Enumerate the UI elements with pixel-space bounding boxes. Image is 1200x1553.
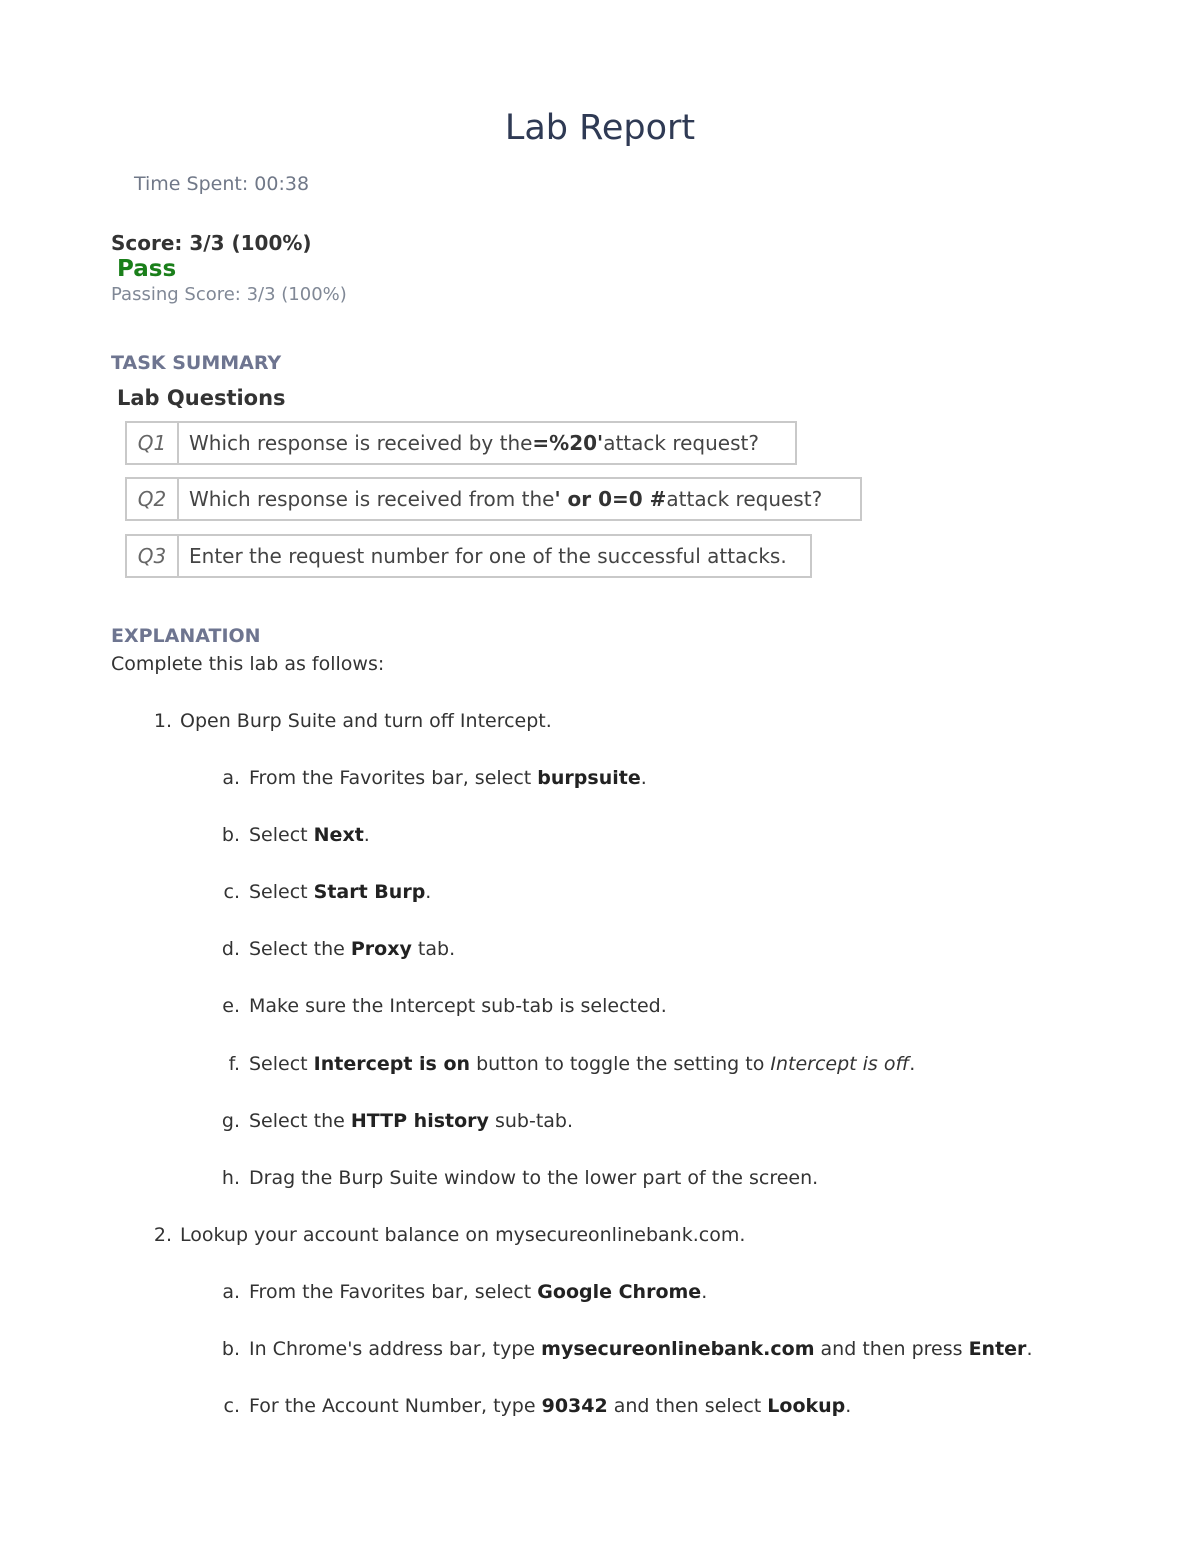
substep-post: . [701, 1281, 708, 1303]
question-number: Q2 [127, 479, 179, 519]
substep-post: sub-tab. [488, 1110, 574, 1132]
question-text-bold: ' or 0=0 # [554, 487, 667, 511]
substep-marker: c. [223, 1395, 240, 1417]
task-summary-heading: TASK SUMMARY [111, 352, 282, 374]
substep-bold: Google Chrome [537, 1281, 702, 1303]
substep-pre: Select [249, 1053, 314, 1075]
substep-pre: Select the [249, 938, 351, 960]
score: Score: 3/3 (100%) [111, 231, 312, 255]
substep-bold: Proxy [350, 938, 412, 960]
question-text-bold: =%20' [532, 431, 604, 455]
question-text-pre: Which response is received from the [189, 487, 555, 511]
substep-marker: b. [221, 1338, 240, 1360]
substep-bold: Next [313, 824, 364, 846]
substep-bold: Intercept is on [313, 1053, 471, 1075]
substep-text [249, 938, 455, 960]
question-text [179, 479, 830, 519]
substep-pre: From the Favorites bar, select [249, 1281, 538, 1303]
substep-bold: Start Burp [313, 881, 426, 903]
substep-italic: Intercept is off [770, 1053, 910, 1075]
substep-pre: For the Account Number, type [249, 1395, 542, 1417]
explanation-intro: Complete this lab as follows: [111, 653, 385, 675]
substep-post: . [425, 881, 432, 903]
question-text [179, 536, 795, 576]
substep-text [249, 1167, 818, 1189]
substep-marker: d. [221, 938, 240, 960]
time-spent: Time Spent: 00:38 [134, 173, 310, 195]
substep-text [249, 824, 370, 846]
passing-score: Passing Score: 3/3 (100%) [111, 284, 347, 305]
substep-marker: g. [221, 1110, 240, 1132]
substep-pre: Make sure the Intercept sub-tab is selected. [249, 995, 667, 1017]
question-text-post: attack request? [666, 487, 823, 511]
substep-bold-2: Enter [968, 1338, 1027, 1360]
substep-pre: Drag the Burp Suite window to the lower part of the screen. [249, 1167, 819, 1189]
substep-bold: burpsuite [537, 767, 641, 789]
substep-pre: Select the [249, 1110, 351, 1132]
substep-post: and then select [607, 1395, 768, 1417]
substep-post: . [640, 767, 647, 789]
substep-bold: 90342 [541, 1395, 608, 1417]
question-text-pre: Enter the request number for one of the successful attacks. [189, 544, 787, 568]
substep-marker: a. [222, 767, 240, 789]
substep-bold-2: Lookup [767, 1395, 846, 1417]
substep-pre: From the Favorites bar, select [249, 767, 538, 789]
question-row-q1 [125, 421, 797, 465]
substep-bold: HTTP history [350, 1110, 489, 1132]
lab-questions-heading: Lab Questions [117, 386, 286, 410]
substep-text [249, 1053, 915, 1075]
question-number: Q1 [127, 423, 179, 463]
substep-post: button to toggle the setting to [470, 1053, 771, 1075]
explanation-heading: EXPLANATION [111, 625, 261, 647]
question-text-post: attack request? [603, 431, 759, 455]
substep-text [249, 767, 647, 789]
substep-text [249, 1110, 573, 1132]
substep-text [249, 881, 431, 903]
question-text-pre: Which response is received by the [189, 431, 533, 455]
substep-marker: f. [228, 1053, 240, 1075]
substep-post: tab. [411, 938, 456, 960]
substep-bold: mysecureonlinebank.com [541, 1338, 815, 1360]
question-row-q3 [125, 534, 812, 578]
substep-text [249, 1338, 1032, 1360]
step-marker: 2. [153, 1224, 172, 1246]
substep-marker: c. [223, 881, 240, 903]
substep-marker: e. [222, 995, 240, 1017]
substep-marker: a. [222, 1281, 240, 1303]
substep-text [249, 1395, 851, 1417]
substep-post: and then press [814, 1338, 969, 1360]
substep-pre: Select [249, 881, 314, 903]
substep-marker: h. [221, 1167, 240, 1189]
step-text: Lookup your account balance on mysecureonlinebank.com. [180, 1224, 746, 1246]
pass-status: Pass [117, 256, 177, 282]
step-marker: 1. [153, 710, 172, 732]
substep-marker: b. [221, 824, 240, 846]
step-text: Open Burp Suite and turn off Intercept. [180, 710, 552, 732]
substep-tail: . [845, 1395, 852, 1417]
question-text [179, 423, 767, 463]
substep-pre: In Chrome's address bar, type [249, 1338, 542, 1360]
substep-text [249, 1281, 707, 1303]
page-title: Lab Report [504, 108, 696, 148]
substep-tail: . [1026, 1338, 1033, 1360]
substep-tail: . [909, 1053, 916, 1075]
question-row-q2 [125, 477, 862, 521]
substep-post: . [363, 824, 370, 846]
question-number: Q3 [127, 536, 179, 576]
substep-text [249, 995, 667, 1017]
substep-pre: Select [249, 824, 314, 846]
